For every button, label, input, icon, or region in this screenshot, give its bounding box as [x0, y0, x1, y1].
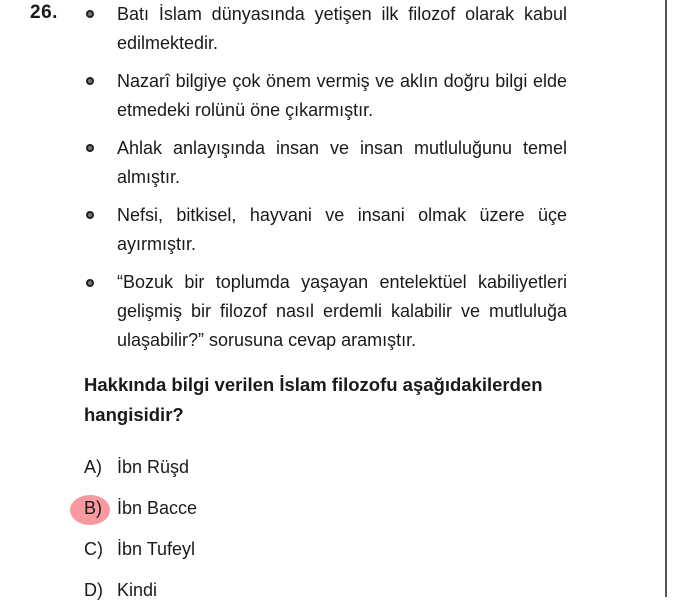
statement-item: Ahlak anlayışında insan ve insan mutluluğunu temel almıştır. — [117, 138, 567, 187]
option-letter: B) — [84, 498, 102, 518]
statement-item: “Bozuk bir toplumda yaşayan entelektüel kabiliyetleri gelişmiş bir filozof nasıl erdemli kalabilir ve mutluluğa ulaşabilir?” sorusuna cevap aramıştır. — [117, 272, 567, 350]
page-margin-rule — [665, 0, 667, 597]
statement-item: Batı İslam dünyasında yetişen ilk filozof olarak kabul edilmektedir. — [117, 4, 567, 53]
option-a[interactable] — [84, 455, 189, 479]
option-text: İbn Tufeyl — [117, 539, 196, 559]
question-stem: Hakkında bilgi verilen İslam filozofu aşağıdakilerden hangisidir? — [84, 374, 543, 425]
option-b[interactable] — [84, 496, 197, 520]
option-text: İbn Rüşd — [117, 457, 190, 477]
option-c[interactable] — [84, 537, 195, 561]
bullet-icon — [86, 279, 94, 287]
option-text: Kindi — [117, 580, 158, 600]
question-number: 26. — [30, 2, 58, 23]
bullet-icon — [86, 77, 94, 85]
option-text: İbn Bacce — [117, 498, 198, 518]
bullet-icon — [86, 144, 94, 152]
statement-item: Nefsi, bitkisel, hayvani ve insani olmak üzere üçe ayırmıştır. — [117, 205, 567, 254]
option-d[interactable] — [84, 578, 157, 602]
option-letter: D) — [84, 580, 103, 600]
option-letter: A) — [84, 457, 102, 477]
option-letter: C) — [84, 539, 103, 559]
bullet-icon — [86, 211, 94, 219]
bullet-icon — [86, 10, 94, 18]
statement-item: Nazarî bilgiye çok önem vermiş ve aklın doğru bilgi elde etmedeki rolünü öne çıkarmıştır. — [117, 71, 567, 120]
